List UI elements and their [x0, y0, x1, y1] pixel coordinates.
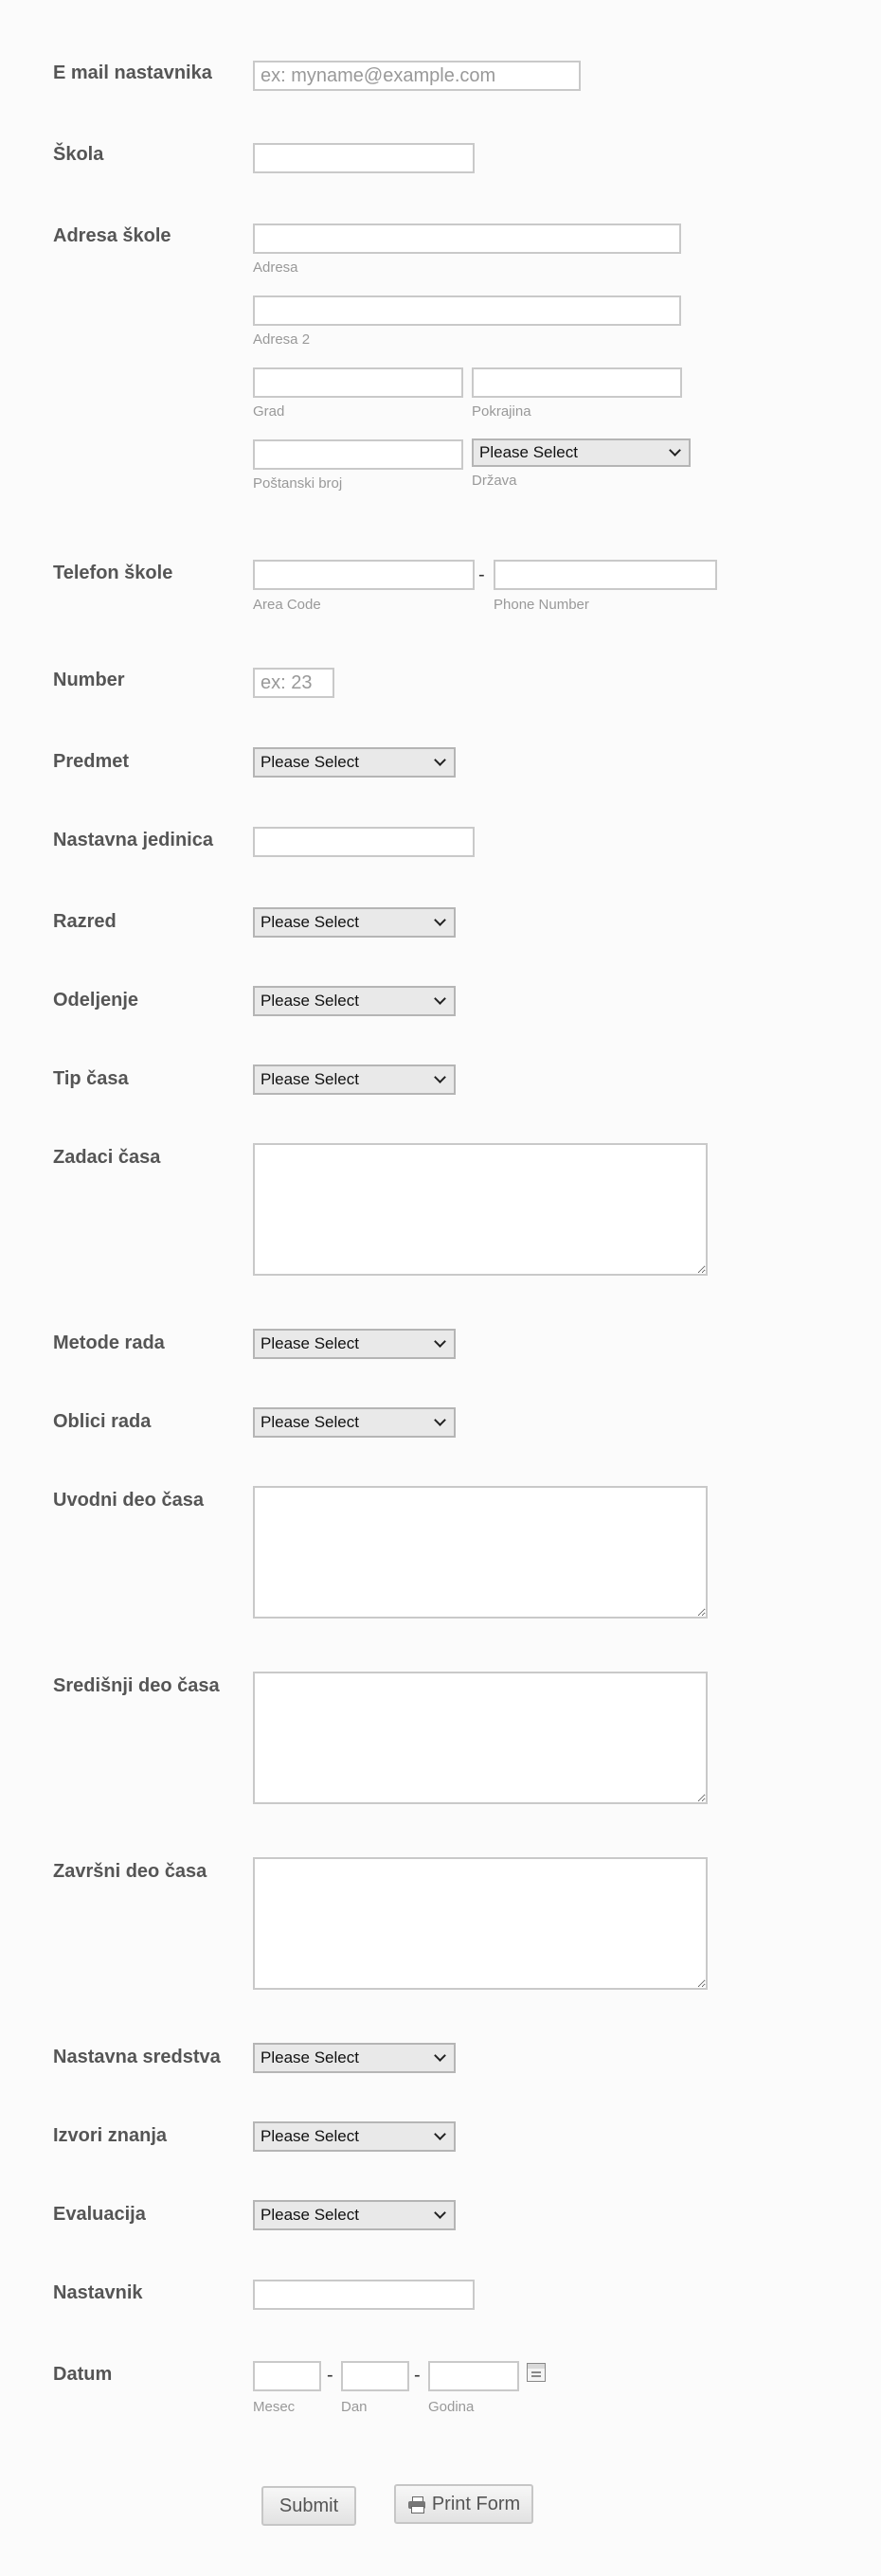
address-city-input[interactable] — [253, 367, 463, 398]
date-day-sublabel: Dan — [341, 2399, 368, 2415]
phone-area-code-input[interactable] — [253, 560, 475, 590]
teacher-label: Nastavnik — [53, 2282, 143, 2303]
address-country-select[interactable] — [472, 438, 691, 467]
address-country-sublabel: Država — [472, 473, 517, 489]
grade-select[interactable] — [253, 907, 456, 938]
email-label: E mail nastavnika — [53, 63, 212, 83]
school-phone-label: Telefon škole — [53, 563, 173, 583]
teaching-aids-select[interactable] — [253, 2043, 456, 2073]
date-separator-2: - — [414, 2365, 421, 2386]
teaching-unit-input[interactable] — [253, 827, 475, 857]
final-part-textarea[interactable] — [253, 1857, 708, 1990]
date-day-input[interactable] — [341, 2361, 409, 2391]
address-city-sublabel: Grad — [253, 403, 285, 420]
phone-area-code-sublabel: Area Code — [253, 597, 321, 613]
address-street-input[interactable] — [253, 224, 681, 254]
address-zip-sublabel: Poštanski broj — [253, 475, 343, 492]
work-methods-select[interactable] — [253, 1329, 456, 1359]
intro-part-textarea[interactable] — [253, 1486, 708, 1619]
date-label: Datum — [53, 2364, 113, 2385]
chevron-down-icon — [434, 1071, 446, 1083]
work-forms-select[interactable] — [253, 1407, 456, 1438]
chevron-down-icon — [434, 1414, 446, 1426]
chevron-down-icon — [434, 2049, 446, 2062]
address-street-sublabel: Adresa — [253, 259, 298, 276]
subject-select[interactable] — [253, 747, 456, 778]
class-section-select-value: Please Select — [261, 992, 359, 1010]
final-part-label: Završni deo časa — [53, 1861, 207, 1882]
phone-number-input[interactable] — [494, 560, 717, 590]
lesson-goals-textarea[interactable] — [253, 1143, 708, 1276]
main-part-textarea[interactable] — [253, 1672, 708, 1804]
school-label: Škola — [53, 144, 104, 165]
address-state-input[interactable] — [472, 367, 682, 398]
phone-number-sublabel: Phone Number — [494, 597, 589, 613]
date-month-sublabel: Mesec — [253, 2399, 296, 2415]
class-section-label: Odeljenje — [53, 990, 139, 1011]
number-input[interactable] — [253, 668, 334, 698]
teaching-aids-label: Nastavna sredstva — [53, 2047, 221, 2067]
chevron-down-icon — [434, 993, 446, 1005]
address-zip-input[interactable] — [253, 439, 463, 470]
number-label: Number — [53, 670, 125, 690]
knowledge-sources-label: Izvori znanja — [53, 2125, 168, 2146]
work-forms-select-value: Please Select — [261, 1413, 359, 1431]
submit-button[interactable] — [261, 2486, 356, 2526]
date-month-input[interactable] — [253, 2361, 321, 2391]
lesson-goals-label: Zadaci časa — [53, 1147, 161, 1168]
lesson-type-select[interactable] — [253, 1064, 456, 1095]
lesson-type-label: Tip časa — [53, 1068, 129, 1089]
work-methods-label: Metode rada — [53, 1333, 165, 1353]
school-address-label: Adresa škole — [53, 225, 171, 246]
date-separator-1: - — [327, 2365, 333, 2386]
lesson-type-select-value: Please Select — [261, 1070, 359, 1088]
chevron-down-icon — [434, 754, 446, 766]
subject-label: Predmet — [53, 751, 130, 772]
teacher-input[interactable] — [253, 2280, 475, 2310]
knowledge-sources-select-value: Please Select — [261, 2127, 359, 2145]
chevron-down-icon — [434, 2128, 446, 2140]
intro-part-label: Uvodni deo časa — [53, 1490, 204, 1511]
email-input[interactable] — [253, 61, 581, 91]
print-form-button[interactable] — [394, 2484, 533, 2524]
date-year-input[interactable] — [428, 2361, 519, 2391]
evaluation-label: Evaluacija — [53, 2204, 146, 2225]
address-country-value: Please Select — [479, 443, 578, 461]
subject-select-value: Please Select — [261, 753, 359, 771]
phone-separator: - — [478, 564, 485, 585]
chevron-down-icon — [434, 914, 446, 926]
chevron-down-icon — [669, 444, 681, 456]
address-state-sublabel: Pokrajina — [472, 403, 531, 420]
work-forms-label: Oblici rada — [53, 1411, 152, 1432]
chevron-down-icon — [434, 2207, 446, 2219]
chevron-down-icon — [434, 1335, 446, 1348]
submit-button-label: Submit — [279, 2495, 339, 2516]
evaluation-select-value: Please Select — [261, 2206, 359, 2224]
calendar-icon[interactable] — [527, 2363, 546, 2382]
grade-select-value: Please Select — [261, 913, 359, 931]
grade-label: Razred — [53, 911, 117, 932]
teaching-unit-label: Nastavna jedinica — [53, 830, 213, 850]
knowledge-sources-select[interactable] — [253, 2121, 456, 2152]
date-year-sublabel: Godina — [428, 2399, 475, 2415]
printer-icon — [407, 2496, 426, 2512]
evaluation-select[interactable] — [253, 2200, 456, 2230]
class-section-select[interactable] — [253, 986, 456, 1016]
school-input[interactable] — [253, 143, 475, 173]
teaching-aids-select-value: Please Select — [261, 2048, 359, 2066]
print-form-button-label: Print Form — [431, 2493, 521, 2514]
work-methods-select-value: Please Select — [261, 1334, 359, 1352]
address-street2-sublabel: Adresa 2 — [253, 331, 311, 348]
address-street2-input[interactable] — [253, 295, 681, 326]
main-part-label: Središnji deo časa — [53, 1675, 220, 1696]
